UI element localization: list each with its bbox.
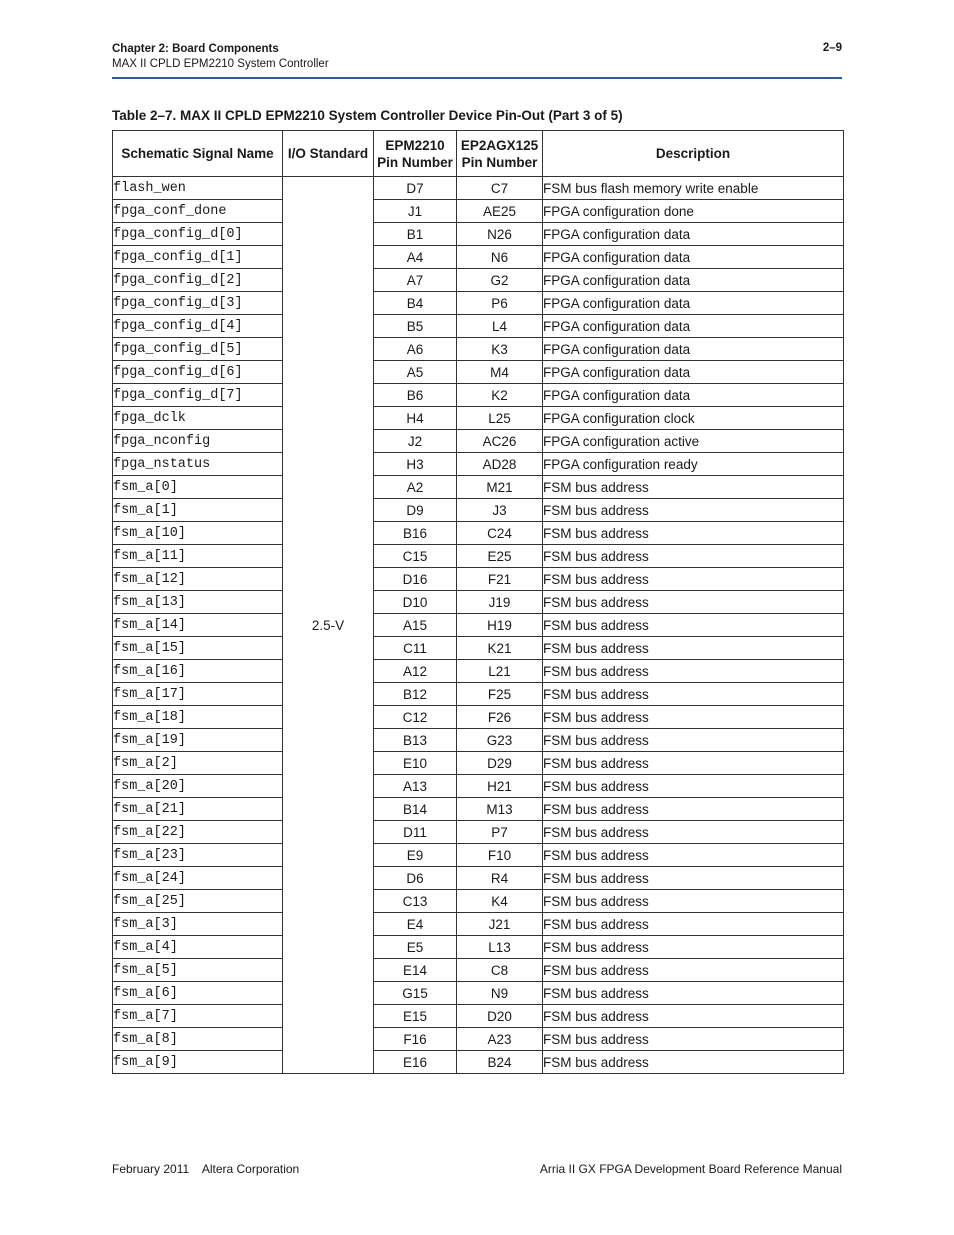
header-description: Description [543, 131, 844, 177]
table-row [113, 752, 844, 775]
ep2agx125-pin-cell: F10 [457, 844, 543, 867]
table-row [113, 775, 844, 798]
epm2210-pin-cell: E15 [374, 1005, 457, 1028]
epm2210-pin-cell: B13 [374, 729, 457, 752]
signal-name-cell: fpga_config_d[7] [113, 384, 283, 407]
ep2agx125-pin-cell: P6 [457, 292, 543, 315]
ep2agx125-pin-cell: G23 [457, 729, 543, 752]
epm2210-pin-cell: B4 [374, 292, 457, 315]
signal-name-cell: fsm_a[3] [113, 913, 283, 936]
description-cell: FPGA configuration data [543, 292, 844, 315]
ep2agx125-pin-cell: K3 [457, 338, 543, 361]
table-row [113, 246, 844, 269]
signal-name-cell: fsm_a[0] [113, 476, 283, 499]
table-row [113, 384, 844, 407]
signal-name-cell: fpga_config_d[6] [113, 361, 283, 384]
description-cell: FSM bus address [543, 568, 844, 591]
table-row [113, 1028, 844, 1051]
description-cell: FSM bus address [543, 614, 844, 637]
epm2210-pin-cell: E5 [374, 936, 457, 959]
ep2agx125-pin-cell: AC26 [457, 430, 543, 453]
epm2210-pin-cell: H3 [374, 453, 457, 476]
table-row [113, 867, 844, 890]
table-row [113, 223, 844, 246]
signal-name-cell: fpga_config_d[5] [113, 338, 283, 361]
ep2agx125-pin-cell: D29 [457, 752, 543, 775]
table-row [113, 568, 844, 591]
description-cell: FPGA configuration data [543, 223, 844, 246]
description-cell: FSM bus address [543, 591, 844, 614]
ep2agx125-pin-cell: M21 [457, 476, 543, 499]
signal-name-cell: fsm_a[14] [113, 614, 283, 637]
table-row [113, 683, 844, 706]
description-cell: FSM bus address [543, 890, 844, 913]
header-signal-name: Schematic Signal Name [113, 131, 283, 177]
epm2210-pin-cell: D6 [374, 867, 457, 890]
table-row [113, 453, 844, 476]
description-cell: FSM bus address [543, 729, 844, 752]
epm2210-pin-cell: E9 [374, 844, 457, 867]
ep2agx125-pin-cell: J21 [457, 913, 543, 936]
ep2agx125-pin-cell: J19 [457, 591, 543, 614]
signal-name-cell: fsm_a[25] [113, 890, 283, 913]
signal-name-cell: fsm_a[10] [113, 522, 283, 545]
description-cell: FPGA configuration data [543, 246, 844, 269]
ep2agx125-pin-cell: L4 [457, 315, 543, 338]
signal-name-cell: fsm_a[4] [113, 936, 283, 959]
description-cell: FSM bus address [543, 476, 844, 499]
description-cell: FPGA configuration data [543, 384, 844, 407]
table-row [113, 729, 844, 752]
ep2agx125-pin-cell: P7 [457, 821, 543, 844]
table-row [113, 200, 844, 223]
epm2210-pin-cell: F16 [374, 1028, 457, 1051]
ep2agx125-pin-cell: B24 [457, 1051, 543, 1074]
signal-name-cell: fsm_a[2] [113, 752, 283, 775]
epm2210-pin-cell: C11 [374, 637, 457, 660]
table-row [113, 890, 844, 913]
epm2210-pin-cell: H4 [374, 407, 457, 430]
signal-name-cell: fsm_a[9] [113, 1051, 283, 1074]
epm2210-pin-cell: B14 [374, 798, 457, 821]
signal-name-cell: fpga_dclk [113, 407, 283, 430]
description-cell: FPGA configuration data [543, 338, 844, 361]
epm2210-pin-cell: A5 [374, 361, 457, 384]
epm2210-pin-cell: D11 [374, 821, 457, 844]
table-row [113, 591, 844, 614]
signal-name-cell: fsm_a[13] [113, 591, 283, 614]
table-row [113, 1051, 844, 1074]
description-cell: FSM bus address [543, 867, 844, 890]
description-cell: FSM bus address [543, 844, 844, 867]
description-cell: FPGA configuration data [543, 315, 844, 338]
signal-name-cell: fpga_config_d[3] [113, 292, 283, 315]
signal-name-cell: fsm_a[21] [113, 798, 283, 821]
signal-name-cell: fsm_a[11] [113, 545, 283, 568]
description-cell: FSM bus address [543, 982, 844, 1005]
epm2210-pin-cell: A15 [374, 614, 457, 637]
chapter-title: Chapter 2: Board Components [112, 43, 279, 55]
table-row [113, 522, 844, 545]
signal-name-cell: fsm_a[8] [113, 1028, 283, 1051]
epm2210-pin-cell: J1 [374, 200, 457, 223]
signal-name-cell: fsm_a[16] [113, 660, 283, 683]
epm2210-pin-cell: E10 [374, 752, 457, 775]
signal-name-cell: flash_wen [113, 177, 283, 200]
description-cell: FSM bus address [543, 959, 844, 982]
header-ep2agx125-pin: EP2AGX125 Pin Number [457, 131, 543, 177]
signal-name-cell: fpga_nconfig [113, 430, 283, 453]
description-cell: FSM bus address [543, 637, 844, 660]
signal-name-cell: fpga_config_d[2] [113, 269, 283, 292]
page-number: 2–9 [822, 42, 842, 54]
table-row [113, 269, 844, 292]
ep2agx125-pin-cell: K2 [457, 384, 543, 407]
signal-name-cell: fsm_a[1] [113, 499, 283, 522]
description-cell: FPGA configuration done [543, 200, 844, 223]
description-cell: FSM bus address [543, 798, 844, 821]
table-row [113, 1005, 844, 1028]
description-cell: FSM bus address [543, 936, 844, 959]
ep2agx125-pin-cell: N6 [457, 246, 543, 269]
table-caption: Table 2–7. MAX II CPLD EPM2210 System Controller Device Pin-Out (Part 3 of 5) [112, 108, 623, 123]
signal-name-cell: fsm_a[24] [113, 867, 283, 890]
epm2210-pin-cell: C12 [374, 706, 457, 729]
epm2210-pin-cell: G15 [374, 982, 457, 1005]
ep2agx125-pin-cell: AD28 [457, 453, 543, 476]
epm2210-pin-cell: A13 [374, 775, 457, 798]
table-row [113, 637, 844, 660]
description-cell: FSM bus address [543, 1028, 844, 1051]
description-cell: FSM bus address [543, 821, 844, 844]
section-title: MAX II CPLD EPM2210 System Controller [112, 58, 329, 70]
table-row [113, 545, 844, 568]
ep2agx125-pin-cell: N26 [457, 223, 543, 246]
table-row [113, 821, 844, 844]
epm2210-pin-cell: A6 [374, 338, 457, 361]
epm2210-pin-cell: B6 [374, 384, 457, 407]
epm2210-pin-cell: A2 [374, 476, 457, 499]
table-row [113, 315, 844, 338]
ep2agx125-pin-cell: M13 [457, 798, 543, 821]
signal-name-cell: fsm_a[17] [113, 683, 283, 706]
signal-name-cell: fpga_nstatus [113, 453, 283, 476]
ep2agx125-pin-cell: H19 [457, 614, 543, 637]
signal-name-cell: fsm_a[20] [113, 775, 283, 798]
table-row [113, 430, 844, 453]
description-cell: FPGA configuration active [543, 430, 844, 453]
ep2agx125-pin-cell: G2 [457, 269, 543, 292]
signal-name-cell: fsm_a[23] [113, 844, 283, 867]
description-cell: FPGA configuration clock [543, 407, 844, 430]
table-row [113, 959, 844, 982]
signal-name-cell: fpga_config_d[0] [113, 223, 283, 246]
ep2agx125-pin-cell: N9 [457, 982, 543, 1005]
ep2agx125-pin-cell: A23 [457, 1028, 543, 1051]
signal-name-cell: fpga_conf_done [113, 200, 283, 223]
header-epm2210-pin: EPM2210 Pin Number [374, 131, 457, 177]
table-row [113, 499, 844, 522]
description-cell: FSM bus address [543, 545, 844, 568]
ep2agx125-pin-cell: E25 [457, 545, 543, 568]
description-cell: FSM bus address [543, 660, 844, 683]
description-cell: FSM bus address [543, 1051, 844, 1074]
description-cell: FSM bus address [543, 913, 844, 936]
epm2210-pin-cell: E14 [374, 959, 457, 982]
header-io-standard: I/O Standard [283, 131, 374, 177]
description-cell: FSM bus address [543, 752, 844, 775]
table-row [113, 338, 844, 361]
ep2agx125-pin-cell: C24 [457, 522, 543, 545]
ep2agx125-pin-cell: J3 [457, 499, 543, 522]
io-standard-cell: 2.5-V [283, 177, 374, 1074]
description-cell: FSM bus address [543, 775, 844, 798]
table-row [113, 614, 844, 637]
ep2agx125-pin-cell: L21 [457, 660, 543, 683]
ep2agx125-pin-cell: M4 [457, 361, 543, 384]
ep2agx125-pin-cell: K21 [457, 637, 543, 660]
ep2agx125-pin-cell: H21 [457, 775, 543, 798]
table-row [113, 476, 844, 499]
epm2210-pin-cell: C13 [374, 890, 457, 913]
epm2210-pin-cell: A12 [374, 660, 457, 683]
ep2agx125-pin-cell: K4 [457, 890, 543, 913]
signal-name-cell: fsm_a[7] [113, 1005, 283, 1028]
ep2agx125-pin-cell: F21 [457, 568, 543, 591]
ep2agx125-pin-cell: R4 [457, 867, 543, 890]
signal-name-cell: fsm_a[19] [113, 729, 283, 752]
table-row [113, 936, 844, 959]
signal-name-cell: fsm_a[6] [113, 982, 283, 1005]
signal-name-cell: fpga_config_d[4] [113, 315, 283, 338]
ep2agx125-pin-cell: L25 [457, 407, 543, 430]
ep2agx125-pin-cell: F26 [457, 706, 543, 729]
table-header-row [113, 131, 844, 177]
description-cell: FSM bus address [543, 1005, 844, 1028]
table-row [113, 798, 844, 821]
epm2210-pin-cell: J2 [374, 430, 457, 453]
ep2agx125-pin-cell: D20 [457, 1005, 543, 1028]
table-row [113, 844, 844, 867]
table-row [113, 660, 844, 683]
epm2210-pin-cell: B5 [374, 315, 457, 338]
signal-name-cell: fsm_a[5] [113, 959, 283, 982]
epm2210-pin-cell: A7 [374, 269, 457, 292]
epm2210-pin-cell: A4 [374, 246, 457, 269]
description-cell: FSM bus flash memory write enable [543, 177, 844, 200]
epm2210-pin-cell: C15 [374, 545, 457, 568]
table-row [113, 913, 844, 936]
table-row [113, 407, 844, 430]
epm2210-pin-cell: E4 [374, 913, 457, 936]
table-row [113, 292, 844, 315]
epm2210-pin-cell: D16 [374, 568, 457, 591]
header-rule [112, 77, 842, 79]
signal-name-cell: fsm_a[15] [113, 637, 283, 660]
ep2agx125-pin-cell: C8 [457, 959, 543, 982]
description-cell: FPGA configuration data [543, 361, 844, 384]
signal-name-cell: fsm_a[12] [113, 568, 283, 591]
table-body [113, 177, 844, 1074]
ep2agx125-pin-cell: L13 [457, 936, 543, 959]
pin-out-table [112, 130, 844, 1074]
description-cell: FSM bus address [543, 683, 844, 706]
table-row [113, 706, 844, 729]
page-header-left [112, 42, 329, 72]
epm2210-pin-cell: D10 [374, 591, 457, 614]
ep2agx125-pin-cell: AE25 [457, 200, 543, 223]
signal-name-cell: fsm_a[22] [113, 821, 283, 844]
description-cell: FSM bus address [543, 522, 844, 545]
table-row [113, 361, 844, 384]
table-row [113, 982, 844, 1005]
epm2210-pin-cell: E16 [374, 1051, 457, 1074]
signal-name-cell: fsm_a[18] [113, 706, 283, 729]
ep2agx125-pin-cell: F25 [457, 683, 543, 706]
footer-left: February 2011 Altera Corporation [112, 1162, 300, 1176]
epm2210-pin-cell: B12 [374, 683, 457, 706]
epm2210-pin-cell: D7 [374, 177, 457, 200]
epm2210-pin-cell: B16 [374, 522, 457, 545]
description-cell: FSM bus address [543, 499, 844, 522]
description-cell: FPGA configuration data [543, 269, 844, 292]
description-cell: FPGA configuration ready [543, 453, 844, 476]
description-cell: FSM bus address [543, 706, 844, 729]
signal-name-cell: fpga_config_d[1] [113, 246, 283, 269]
footer-right: Arria II GX FPGA Development Board Reference Manual [539, 1162, 842, 1176]
epm2210-pin-cell: D9 [374, 499, 457, 522]
table-row [113, 177, 844, 200]
ep2agx125-pin-cell: C7 [457, 177, 543, 200]
epm2210-pin-cell: B1 [374, 223, 457, 246]
